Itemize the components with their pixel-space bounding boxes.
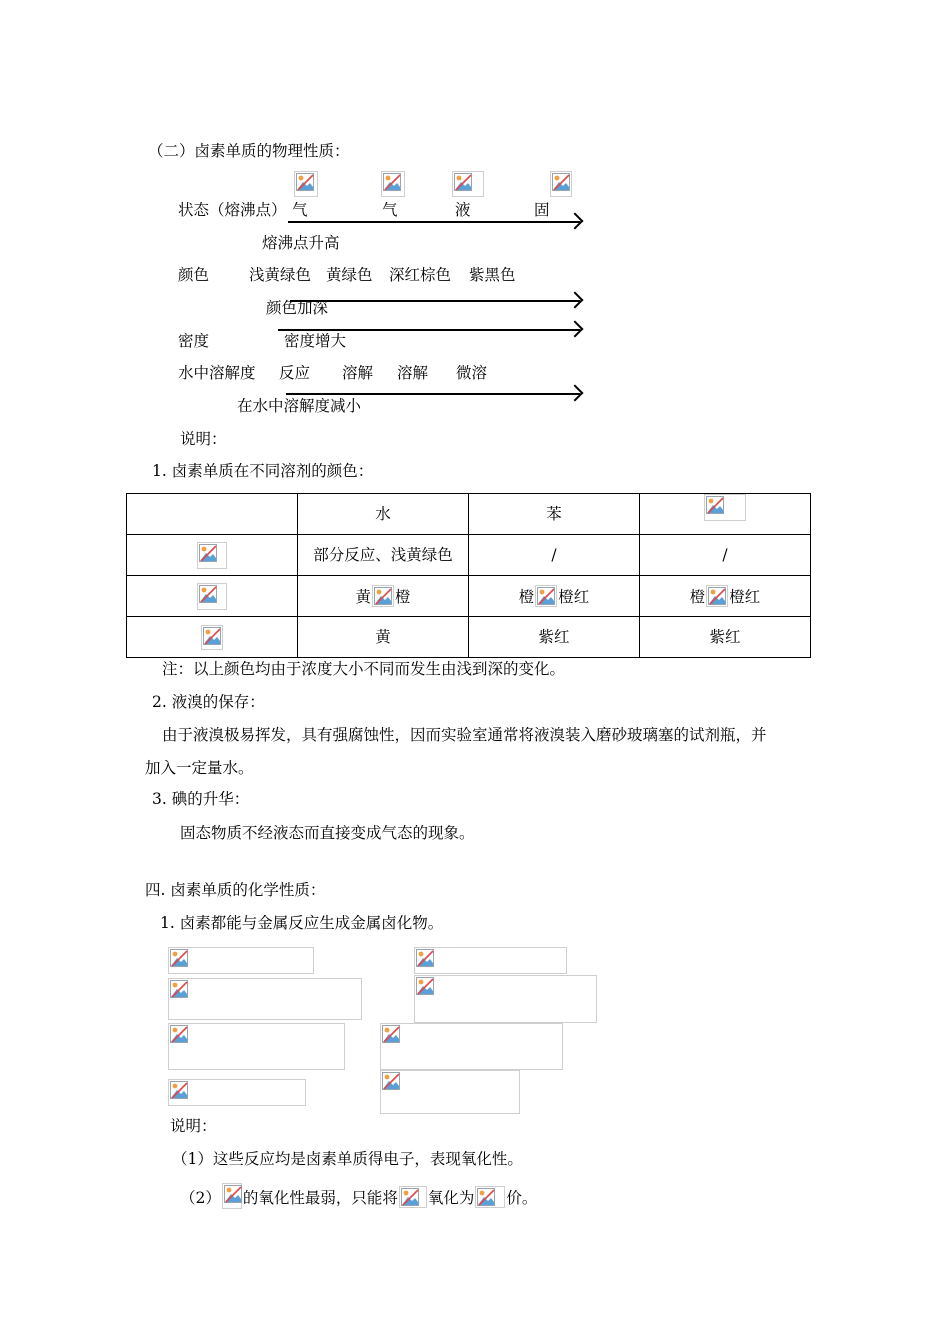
broken-image-icon bbox=[416, 977, 434, 995]
trend-arrow bbox=[290, 300, 580, 302]
equation-image bbox=[414, 947, 567, 974]
broken-image-icon bbox=[170, 980, 188, 998]
note-prefix: （2） bbox=[180, 1189, 221, 1207]
color-text: 橙 bbox=[518, 588, 535, 606]
formula-image bbox=[201, 625, 223, 650]
formula-image bbox=[381, 171, 405, 197]
formula-image bbox=[452, 171, 484, 197]
table-cell: / bbox=[640, 535, 811, 576]
broken-image-icon bbox=[383, 173, 401, 191]
solubility-value: 溶解 bbox=[397, 364, 429, 382]
broken-image-icon bbox=[224, 1185, 242, 1203]
arrow-caption: 颜色加深 bbox=[266, 299, 329, 317]
table-cell: 紫红 bbox=[469, 617, 640, 658]
density-label: 密度 bbox=[178, 332, 210, 350]
arrow-caption: 密度增大 bbox=[284, 332, 347, 350]
arrow-image bbox=[706, 585, 728, 607]
table-cell bbox=[127, 576, 298, 617]
formula-image bbox=[399, 1186, 427, 1208]
table-cell bbox=[127, 617, 298, 658]
paragraph-line: 加入一定量水。 bbox=[145, 759, 254, 777]
table-cell bbox=[640, 576, 811, 617]
table-row bbox=[127, 617, 811, 658]
broken-image-icon bbox=[170, 1025, 188, 1043]
solubility-label: 水中溶解度 bbox=[178, 364, 256, 382]
equation-image bbox=[414, 975, 597, 1023]
state-value: 固 bbox=[534, 201, 550, 219]
notes-item bbox=[180, 1183, 537, 1209]
state-value: 液 bbox=[455, 201, 471, 219]
arrow-caption: 在水中溶解度减小 bbox=[237, 397, 362, 415]
trend-arrow bbox=[288, 221, 580, 223]
arrow-caption: 熔沸点升高 bbox=[262, 234, 340, 252]
formula-image bbox=[222, 1183, 242, 1209]
broken-image-icon bbox=[199, 544, 217, 562]
table-cell: / bbox=[469, 535, 640, 576]
color-text: 橙红 bbox=[729, 588, 761, 606]
note-text: 的氧化性最弱，只能将 bbox=[242, 1189, 398, 1207]
broken-image-icon bbox=[199, 585, 217, 603]
table-cell: 部分反应、浅黄绿色 bbox=[298, 535, 469, 576]
broken-image-icon bbox=[382, 1072, 400, 1090]
table-cell: 黄 bbox=[298, 617, 469, 658]
broken-image-icon bbox=[416, 949, 434, 967]
table-note: 注：以上颜色均由于浓度大小不同而发生由浅到深的变化。 bbox=[162, 660, 566, 678]
color-value: 紫黑色 bbox=[469, 266, 516, 284]
color-value: 黄绿色 bbox=[326, 266, 373, 284]
broken-image-icon bbox=[477, 1188, 495, 1206]
table-header-cell: 苯 bbox=[469, 494, 640, 535]
equation-image bbox=[380, 1070, 520, 1114]
notes-title: 说明： bbox=[170, 1117, 217, 1135]
section-heading: 四. 卤素单质的化学性质： bbox=[145, 881, 326, 899]
broken-image-icon bbox=[382, 1025, 400, 1043]
formula-image bbox=[197, 583, 227, 610]
broken-image-icon bbox=[552, 173, 570, 191]
broken-image-icon bbox=[708, 587, 726, 605]
arrow-image bbox=[372, 585, 394, 607]
note-text: 氧化为 bbox=[427, 1189, 475, 1207]
equation-image bbox=[168, 1023, 345, 1070]
color-text: 黄 bbox=[355, 588, 371, 606]
note-text: 价。 bbox=[506, 1189, 538, 1207]
trend-arrow bbox=[286, 393, 580, 395]
broken-image-icon bbox=[170, 949, 188, 967]
solubility-value: 溶解 bbox=[342, 364, 374, 382]
notes-item: 1. 卤素单质在不同溶剂的颜色： bbox=[152, 462, 374, 480]
formula-image bbox=[475, 1186, 505, 1208]
solubility-value: 微溶 bbox=[456, 364, 488, 382]
equation-image bbox=[380, 1023, 563, 1070]
table-cell bbox=[127, 494, 298, 535]
arrow-image bbox=[535, 585, 557, 607]
formula-image bbox=[550, 171, 572, 197]
notes-item: （1）这些反应均是卤素单质得电子，表现氧化性。 bbox=[172, 1150, 523, 1168]
equation-image bbox=[168, 947, 314, 974]
color-text: 橙 bbox=[689, 588, 706, 606]
table-row bbox=[127, 535, 811, 576]
table-row bbox=[127, 576, 811, 617]
state-value: 气 bbox=[292, 201, 308, 219]
formula-image bbox=[704, 494, 746, 521]
broken-image-icon bbox=[170, 1081, 188, 1099]
paragraph-line: 固态物质不经液态而直接变成气态的现象。 bbox=[180, 824, 475, 842]
formula-image bbox=[197, 542, 227, 569]
color-value: 浅黄绿色 bbox=[249, 266, 312, 284]
broken-image-icon bbox=[374, 587, 392, 605]
state-label: 状态（熔沸点） bbox=[178, 201, 287, 219]
broken-image-icon bbox=[203, 627, 221, 645]
notes-title: 说明： bbox=[180, 430, 227, 448]
broken-image-icon bbox=[537, 587, 555, 605]
color-text: 橙红 bbox=[558, 588, 590, 606]
notes-item: 3. 碘的升华： bbox=[152, 790, 250, 808]
formula-image bbox=[294, 171, 318, 197]
notes-item: 2. 液溴的保存： bbox=[152, 693, 265, 711]
color-value: 深红棕色 bbox=[389, 266, 452, 284]
color-text: 橙 bbox=[395, 588, 411, 606]
equation-image bbox=[168, 978, 362, 1020]
broken-image-icon bbox=[454, 173, 472, 191]
broken-image-icon bbox=[401, 1188, 419, 1206]
paragraph-line: 由于液溴极易挥发，具有强腐蚀性，因而实验室通常将液溴装入磨砂玻璃塞的试剂瓶，并 bbox=[162, 726, 767, 744]
table-cell: 紫红 bbox=[640, 617, 811, 658]
broken-image-icon bbox=[296, 173, 314, 191]
section-heading: （二）卤素单质的物理性质： bbox=[148, 142, 350, 160]
color-label: 颜色 bbox=[178, 266, 210, 284]
state-value: 气 bbox=[382, 201, 398, 219]
table-cell bbox=[469, 576, 640, 617]
table-cell bbox=[298, 576, 469, 617]
broken-image-icon bbox=[706, 496, 724, 514]
section-item: 1. 卤素都能与金属反应生成金属卤化物。 bbox=[160, 914, 444, 932]
solubility-value: 反应 bbox=[279, 364, 311, 382]
equation-image bbox=[168, 1079, 306, 1106]
table-header-cell: 水 bbox=[298, 494, 469, 535]
table-cell bbox=[127, 535, 298, 576]
